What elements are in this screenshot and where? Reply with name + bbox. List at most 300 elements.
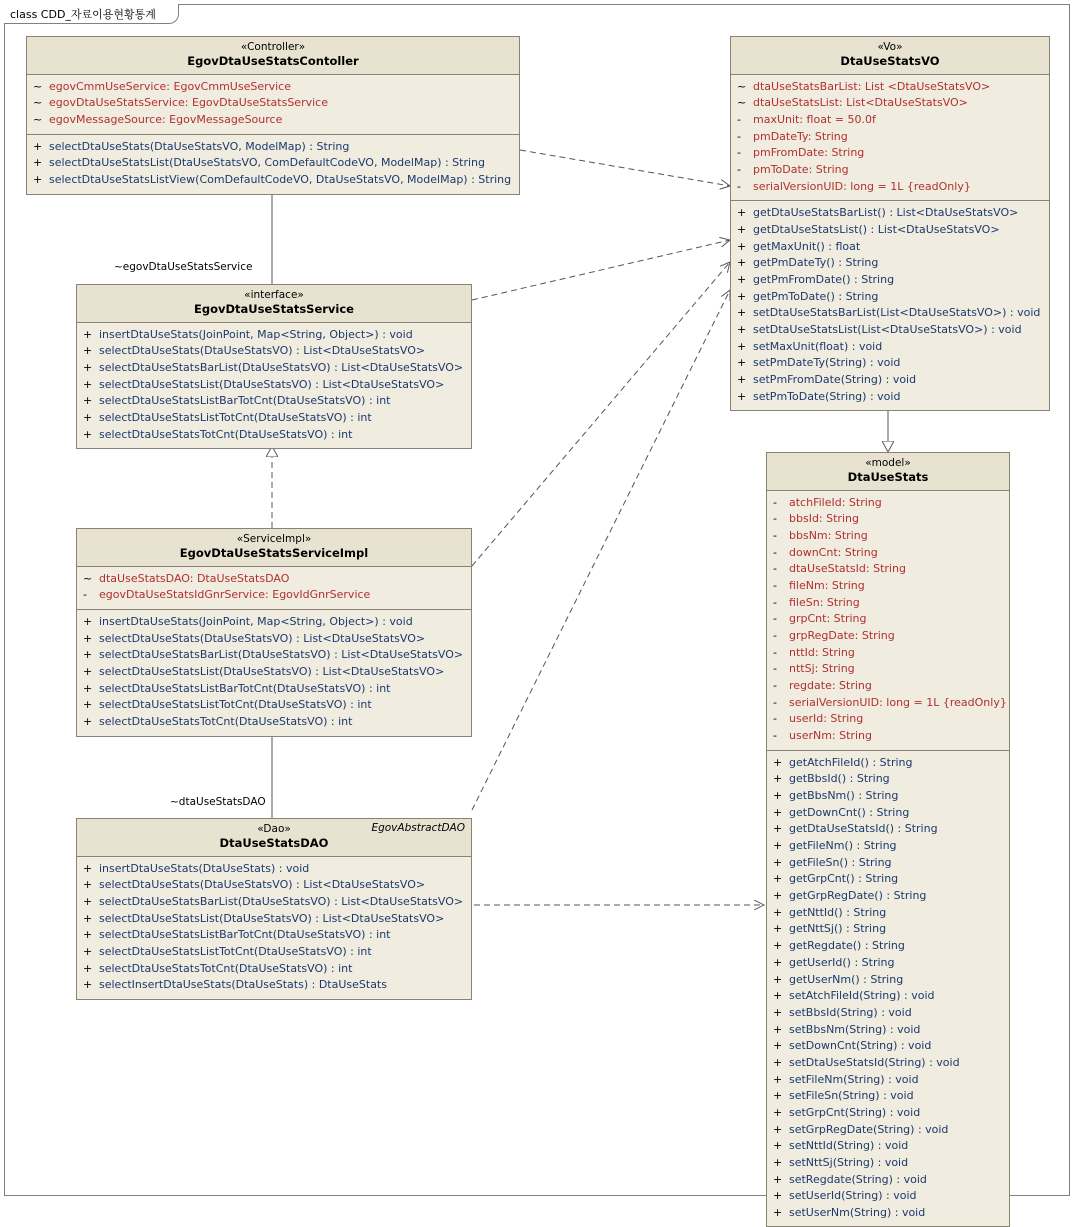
visibility: -	[773, 645, 777, 659]
attribute-text: bbsId: String	[789, 512, 859, 526]
visibility: -	[737, 179, 741, 193]
visibility: +	[33, 156, 43, 170]
visibility: +	[83, 961, 93, 975]
visibility: +	[83, 911, 93, 925]
operation-row	[731, 222, 1049, 239]
visibility: +	[83, 698, 93, 712]
operation-text: selectInsertDtaUseStats(DtaUseStats) : DtaUseStats	[99, 978, 387, 992]
visibility: -	[737, 146, 741, 160]
parent-class-name: EgovAbstractDAO	[371, 822, 465, 834]
attribute-row	[767, 728, 1009, 745]
operation-text: setDtaUseStatsBarList(List<DtaUseStatsVO>) : void	[753, 306, 1041, 320]
attribute-text: serialVersionUID: long = 1L {readOnly}	[753, 179, 971, 193]
visibility: ~	[33, 79, 43, 93]
attribute-text: nttId: String	[789, 645, 855, 659]
attribute-text: grpRegDate: String	[789, 629, 895, 643]
attribute-row	[767, 595, 1009, 612]
class-header-vo	[731, 37, 1049, 75]
attribute-row	[27, 112, 519, 129]
visibility: +	[773, 1089, 783, 1103]
operation-text: getNttId() : String	[789, 905, 887, 919]
operation-text: getDtaUseStatsList() : List<DtaUseStatsVO>	[753, 223, 1000, 237]
operation-row	[77, 911, 471, 928]
operation-text: setFileSn(String) : void	[789, 1089, 914, 1103]
operation-row	[767, 1038, 1009, 1055]
operation-text: selectDtaUseStatsListView(ComDefaultCodeVO, DtaUseStatsVO, ModelMap) : String	[49, 173, 512, 187]
operation-row	[767, 1105, 1009, 1122]
operation-text: selectDtaUseStatsList(DtaUseStatsVO, ComDefaultCodeVO, ModelMap) : String	[49, 156, 486, 170]
class-header-service	[77, 285, 471, 323]
operation-row	[767, 1155, 1009, 1172]
operation-text: getUserId() : String	[789, 955, 895, 969]
operation-row	[767, 905, 1009, 922]
operation-text: setDtaUseStatsId(String) : void	[789, 1055, 960, 1069]
class-name: EgovDtaUseStatsContoller	[187, 54, 359, 69]
attribute-text: dtaUseStatsBarList: List <DtaUseStatsVO>	[753, 79, 991, 93]
attribute-text: atchFileId: String	[789, 495, 882, 509]
operation-row	[77, 343, 471, 360]
operation-row	[27, 139, 519, 156]
operation-row	[731, 322, 1049, 339]
visibility: +	[83, 978, 93, 992]
operation-row	[767, 771, 1009, 788]
operation-text: getPmToDate() : String	[753, 289, 879, 303]
attribute-text: dtaUseStatsList: List<DtaUseStatsVO>	[753, 96, 968, 110]
attribute-row	[767, 578, 1009, 595]
operation-text: selectDtaUseStats(DtaUseStatsVO) : List<DtaUseStatsVO>	[99, 631, 426, 645]
operation-row	[767, 1205, 1009, 1222]
attribute-row	[767, 711, 1009, 728]
class-stereotype: «ServiceImpl»	[236, 533, 312, 545]
operation-row	[767, 788, 1009, 805]
operation-row	[77, 681, 471, 698]
attribute-row	[767, 611, 1009, 628]
visibility: +	[83, 427, 93, 441]
class-stereotype: «Controller»	[240, 41, 306, 53]
visibility: -	[773, 529, 777, 543]
visibility: +	[773, 955, 783, 969]
visibility: +	[773, 1039, 783, 1053]
operation-row	[731, 289, 1049, 306]
visibility: -	[773, 579, 777, 593]
operation-text: getBbsId() : String	[789, 772, 890, 786]
visibility: +	[737, 239, 747, 253]
operation-text: setAtchFileId(String) : void	[789, 989, 935, 1003]
operation-text: selectDtaUseStatsList(DtaUseStatsVO) : List<DtaUseStatsVO>	[99, 911, 445, 925]
visibility: -	[773, 695, 777, 709]
operations-compartment	[77, 857, 471, 999]
operation-row	[77, 360, 471, 377]
attribute-text: dtaUseStatsDAO: DtaUseStatsDAO	[99, 571, 290, 585]
visibility: +	[737, 389, 747, 403]
operation-text: setDtaUseStatsList(List<DtaUseStatsVO>) : void	[753, 323, 1022, 337]
operation-row	[77, 877, 471, 894]
visibility: +	[83, 648, 93, 662]
visibility: +	[773, 1139, 783, 1153]
attribute-row	[767, 661, 1009, 678]
operation-row	[767, 938, 1009, 955]
attribute-row	[767, 545, 1009, 562]
operation-row	[731, 389, 1049, 406]
visibility: +	[83, 377, 93, 391]
visibility: +	[773, 855, 783, 869]
operation-text: selectDtaUseStatsTotCnt(DtaUseStatsVO) : int	[99, 427, 353, 441]
operation-row	[27, 172, 519, 189]
visibility: +	[773, 839, 783, 853]
operation-text: selectDtaUseStatsListTotCnt(DtaUseStatsVO) : int	[99, 945, 372, 959]
operation-row	[767, 1188, 1009, 1205]
attribute-text: pmFromDate: String	[753, 146, 865, 160]
operation-text: getPmFromDate() : String	[753, 273, 895, 287]
attribute-text: nttSj: String	[789, 662, 855, 676]
operation-text: setGrpRegDate(String) : void	[789, 1122, 949, 1136]
attribute-row	[731, 145, 1049, 162]
visibility: +	[737, 256, 747, 270]
visibility: -	[737, 163, 741, 177]
operation-row	[77, 647, 471, 664]
operation-text: setUserNm(String) : void	[789, 1205, 926, 1219]
attribute-text: userId: String	[789, 712, 864, 726]
operation-row	[77, 393, 471, 410]
visibility: -	[773, 512, 777, 526]
class-stereotype: «Dao»	[257, 823, 291, 835]
operation-row	[767, 988, 1009, 1005]
operation-text: selectDtaUseStats(DtaUseStatsVO) : List<DtaUseStatsVO>	[99, 344, 426, 358]
operation-row	[731, 372, 1049, 389]
operation-row	[767, 971, 1009, 988]
operation-text: setNttId(String) : void	[789, 1139, 909, 1153]
class-name: EgovDtaUseStatsServiceImpl	[179, 546, 369, 561]
visibility: +	[83, 681, 93, 695]
operation-text: setNttSj(String) : void	[789, 1155, 909, 1169]
visibility: +	[773, 1155, 783, 1169]
visibility: +	[773, 905, 783, 919]
attribute-text: grpCnt: String	[789, 612, 867, 626]
operation-row	[767, 1055, 1009, 1072]
operation-row	[77, 377, 471, 394]
operation-row	[767, 1138, 1009, 1155]
operation-row	[77, 614, 471, 631]
attribute-text: egovDtaUseStatsService: EgovDtaUseStatsService	[49, 96, 328, 110]
attribute-text: downCnt: String	[789, 545, 878, 559]
attribute-row	[731, 79, 1049, 96]
visibility: -	[773, 662, 777, 676]
operation-text: getNttSj() : String	[789, 922, 887, 936]
visibility: -	[773, 712, 777, 726]
visibility: +	[83, 411, 93, 425]
visibility: +	[83, 878, 93, 892]
class-header-model	[767, 453, 1009, 491]
visibility: +	[773, 1205, 783, 1219]
operation-text: setBbsNm(String) : void	[789, 1022, 921, 1036]
attribute-text: pmToDate: String	[753, 163, 849, 177]
operation-text: selectDtaUseStatsList(DtaUseStatsVO) : List<DtaUseStatsVO>	[99, 377, 445, 391]
class-name: DtaUseStatsDAO	[219, 836, 329, 851]
operation-row	[767, 1121, 1009, 1138]
attribute-row	[767, 495, 1009, 512]
operation-row	[767, 755, 1009, 772]
visibility: -	[773, 629, 777, 643]
visibility: -	[773, 495, 777, 509]
operation-text: setGrpCnt(String) : void	[789, 1105, 921, 1119]
visibility: +	[83, 615, 93, 629]
operation-text: getPmDateTy() : String	[753, 256, 879, 270]
operation-row	[731, 305, 1049, 322]
visibility: -	[737, 113, 741, 127]
attribute-row	[767, 511, 1009, 528]
operation-text: getGrpCnt() : String	[789, 872, 899, 886]
edge-label-dao: ~dtaUseStatsDAO	[170, 796, 266, 808]
operation-row	[767, 1088, 1009, 1105]
attribute-row	[77, 571, 471, 588]
operation-text: setMaxUnit(float) : void	[753, 339, 883, 353]
operation-text: getFileSn() : String	[789, 855, 892, 869]
visibility: +	[773, 1072, 783, 1086]
visibility: +	[773, 872, 783, 886]
attribute-text: serialVersionUID: long = 1L {readOnly}	[789, 695, 1007, 709]
operation-row	[731, 339, 1049, 356]
class-header-dao	[77, 819, 471, 857]
operation-row	[731, 355, 1049, 372]
attribute-row	[767, 695, 1009, 712]
operation-text: insertDtaUseStats(JoinPoint, Map<String, Object>) : void	[99, 615, 413, 629]
visibility: +	[83, 327, 93, 341]
visibility: +	[773, 1189, 783, 1203]
visibility: +	[83, 394, 93, 408]
operation-text: getMaxUnit() : float	[753, 239, 861, 253]
operation-row	[77, 961, 471, 978]
operation-text: getDownCnt() : String	[789, 805, 910, 819]
visibility: +	[773, 889, 783, 903]
class-name: DtaUseStats	[847, 470, 929, 485]
visibility: -	[773, 612, 777, 626]
operation-text: selectDtaUseStats(DtaUseStatsVO) : List<DtaUseStatsVO>	[99, 878, 426, 892]
visibility: +	[737, 306, 747, 320]
operation-row	[767, 1171, 1009, 1188]
operation-text: selectDtaUseStatsBarList(DtaUseStatsVO) : List<DtaUseStatsVO>	[99, 361, 464, 375]
attributes-compartment	[731, 75, 1049, 201]
class-stereotype: «model»	[865, 457, 911, 469]
attribute-row	[767, 678, 1009, 695]
visibility: -	[773, 679, 777, 693]
operation-text: setUserId(String) : void	[789, 1189, 917, 1203]
operation-text: getDtaUseStatsBarList() : List<DtaUseStatsVO>	[753, 206, 1019, 220]
visibility: ~	[83, 571, 93, 585]
visibility: +	[737, 289, 747, 303]
operation-text: getGrpRegDate() : String	[789, 889, 927, 903]
operation-row	[77, 861, 471, 878]
visibility: +	[83, 631, 93, 645]
operation-row	[77, 664, 471, 681]
operation-text: insertDtaUseStats(JoinPoint, Map<String, Object>) : void	[99, 327, 413, 341]
class-stereotype: «Vo»	[877, 41, 903, 53]
visibility: +	[773, 989, 783, 1003]
operation-text: selectDtaUseStatsBarList(DtaUseStatsVO) : List<DtaUseStatsVO>	[99, 648, 464, 662]
visibility: ~	[33, 96, 43, 110]
operation-row	[77, 714, 471, 731]
operation-text: setPmToDate(String) : void	[753, 389, 901, 403]
operation-text: selectDtaUseStatsTotCnt(DtaUseStatsVO) : int	[99, 961, 353, 975]
visibility: +	[737, 356, 747, 370]
visibility: +	[773, 972, 783, 986]
visibility: +	[773, 1172, 783, 1186]
visibility: +	[773, 1122, 783, 1136]
operation-text: selectDtaUseStats(DtaUseStatsVO, ModelMap) : String	[49, 139, 350, 153]
attribute-row	[731, 129, 1049, 146]
visibility: +	[33, 173, 43, 187]
class-box-dao[interactable]	[76, 818, 472, 1000]
attribute-text: userNm: String	[789, 729, 872, 743]
operation-row	[77, 894, 471, 911]
attribute-row	[731, 179, 1049, 196]
attribute-row	[731, 95, 1049, 112]
operation-text: getAtchFileId() : String	[789, 755, 913, 769]
visibility: ~	[737, 96, 747, 110]
visibility: +	[83, 928, 93, 942]
visibility: -	[773, 595, 777, 609]
attribute-row	[731, 112, 1049, 129]
attributes-compartment	[77, 567, 471, 609]
operation-text: selectDtaUseStatsBarList(DtaUseStatsVO) : List<DtaUseStatsVO>	[99, 895, 464, 909]
attribute-text: bbsNm: String	[789, 529, 868, 543]
attribute-text: fileSn: String	[789, 595, 860, 609]
operation-text: selectDtaUseStatsListTotCnt(DtaUseStatsVO) : int	[99, 698, 372, 712]
visibility: +	[83, 715, 93, 729]
visibility: +	[33, 139, 43, 153]
attributes-compartment	[767, 491, 1009, 750]
operation-text: getUserNm() : String	[789, 972, 904, 986]
operation-text: selectDtaUseStatsListBarTotCnt(DtaUseStatsVO) : int	[99, 928, 391, 942]
operation-row	[767, 1071, 1009, 1088]
operation-row	[767, 855, 1009, 872]
operation-text: setRegdate(String) : void	[789, 1172, 927, 1186]
visibility: -	[83, 588, 87, 602]
class-stereotype: «interface»	[244, 289, 304, 301]
class-box-serviceimpl[interactable]	[76, 528, 472, 737]
operation-text: getFileNm() : String	[789, 839, 897, 853]
visibility: -	[773, 729, 777, 743]
attribute-row	[767, 645, 1009, 662]
attribute-text: egovCmmUseService: EgovCmmUseService	[49, 79, 291, 93]
operation-row	[77, 944, 471, 961]
operation-row	[731, 255, 1049, 272]
operations-compartment	[77, 323, 471, 449]
operation-text: getBbsNm() : String	[789, 789, 899, 803]
operation-row	[77, 327, 471, 344]
attribute-text: regdate: String	[789, 679, 872, 693]
visibility: +	[737, 323, 747, 337]
operation-row	[767, 888, 1009, 905]
operation-text: setPmDateTy(String) : void	[753, 356, 901, 370]
operation-row	[77, 427, 471, 444]
operation-row	[731, 205, 1049, 222]
operation-row	[77, 410, 471, 427]
operation-row	[77, 927, 471, 944]
attribute-row	[27, 79, 519, 96]
visibility: -	[773, 545, 777, 559]
visibility: +	[773, 1022, 783, 1036]
visibility: +	[83, 861, 93, 875]
visibility: -	[773, 562, 777, 576]
attributes-compartment	[27, 75, 519, 134]
operation-text: getRegdate() : String	[789, 939, 905, 953]
visibility: +	[773, 939, 783, 953]
operation-row	[731, 272, 1049, 289]
visibility: +	[773, 805, 783, 819]
attribute-text: maxUnit: float = 50.0f	[753, 113, 876, 127]
class-box-model[interactable]	[766, 452, 1010, 1227]
edge-label-service: ~egovDtaUseStatsService	[114, 261, 253, 273]
operation-row	[767, 805, 1009, 822]
visibility: +	[773, 1005, 783, 1019]
diagram-frame-label: class CDD_자료이용현황통계	[4, 4, 179, 24]
attribute-text: egovDtaUseStatsIdGnrService: EgovIdGnrService	[99, 588, 371, 602]
operation-row	[767, 955, 1009, 972]
visibility: +	[83, 344, 93, 358]
visibility: +	[83, 665, 93, 679]
visibility: +	[737, 273, 747, 287]
visibility: +	[773, 755, 783, 769]
attribute-row	[767, 561, 1009, 578]
visibility: +	[737, 339, 747, 353]
class-name: EgovDtaUseStatsService	[194, 302, 354, 317]
attribute-text: egovMessageSource: EgovMessageSource	[49, 113, 283, 127]
visibility: +	[83, 895, 93, 909]
class-header-serviceimpl	[77, 529, 471, 567]
operation-text: selectDtaUseStatsTotCnt(DtaUseStatsVO) : int	[99, 715, 353, 729]
operation-text: getDtaUseStatsId() : String	[789, 822, 938, 836]
operation-row	[77, 697, 471, 714]
class-name: DtaUseStatsVO	[840, 54, 940, 69]
attribute-row	[77, 587, 471, 604]
operations-compartment	[767, 750, 1009, 1227]
operation-row	[767, 1005, 1009, 1022]
operation-text: insertDtaUseStats(DtaUseStats) : void	[99, 861, 310, 875]
attribute-row	[767, 528, 1009, 545]
visibility: -	[737, 129, 741, 143]
visibility: +	[773, 789, 783, 803]
operation-row	[767, 871, 1009, 888]
operation-row	[77, 977, 471, 994]
operation-text: selectDtaUseStatsListBarTotCnt(DtaUseStatsVO) : int	[99, 681, 391, 695]
visibility: +	[773, 1055, 783, 1069]
operation-text: setBbsId(String) : void	[789, 1005, 912, 1019]
visibility: +	[737, 223, 747, 237]
visibility: +	[773, 822, 783, 836]
visibility: +	[737, 206, 747, 220]
operation-row	[767, 921, 1009, 938]
attribute-row	[731, 162, 1049, 179]
operation-row	[767, 821, 1009, 838]
visibility: ~	[33, 113, 43, 127]
class-box-controller[interactable]	[26, 36, 520, 195]
operations-compartment	[77, 609, 471, 736]
class-box-service[interactable]	[76, 284, 472, 449]
operation-text: selectDtaUseStatsListTotCnt(DtaUseStatsVO) : int	[99, 411, 372, 425]
visibility: +	[773, 1105, 783, 1119]
class-box-vo[interactable]	[730, 36, 1050, 411]
visibility: +	[83, 945, 93, 959]
operation-text: setFileNm(String) : void	[789, 1072, 919, 1086]
operations-compartment	[27, 134, 519, 194]
visibility: +	[773, 772, 783, 786]
visibility: +	[83, 361, 93, 375]
visibility: +	[773, 922, 783, 936]
operations-compartment	[731, 200, 1049, 410]
operation-row	[731, 239, 1049, 256]
operation-text: selectDtaUseStatsListBarTotCnt(DtaUseStatsVO) : int	[99, 394, 391, 408]
operation-row	[767, 838, 1009, 855]
